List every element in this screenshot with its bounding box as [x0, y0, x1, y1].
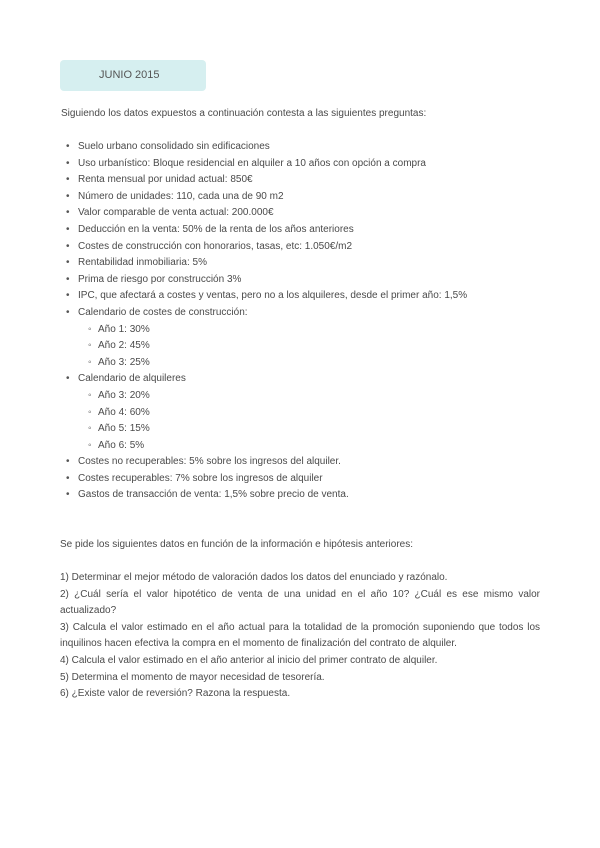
question-item: 2) ¿Cuál sería el valor hipotético de venta de una unidad en el año 10? ¿Cuál es ese mismo valor actualizado?: [60, 588, 540, 617]
sub-list-item: ◦ Año 3: 20%: [62, 388, 562, 405]
sub-list-item: ◦ Año 3: 25%: [62, 355, 562, 372]
list-item: • Prima de riesgo por construcción 3%: [62, 272, 562, 289]
list-item: • Gastos de transacción de venta: 1,5% sobre precio de venta.: [62, 487, 562, 504]
question-list: [60, 570, 540, 703]
list-item: • Rentabilidad inmobiliaria: 5%: [62, 255, 562, 272]
list-item: • Costes de construcción con honorarios, tasas, etc: 1.050€/m2: [62, 239, 562, 256]
list-item: • IPC, que afectará a costes y ventas, pero no a los alquileres, desde el primer año: 1,5%: [62, 288, 562, 305]
question-item: 4) Calcula el valor estimado en el año anterior al inicio del primer contrato de alquiler.: [60, 654, 438, 666]
question-item: 3) Calcula el valor estimado en el año actual para la totalidad de la promoción suponiendo que todos los inquilinos hacen efectiva la compra en el momento de finalización del contrato de alquiler.: [60, 621, 540, 650]
sub-list-item: ◦ Año 6: 5%: [62, 438, 562, 455]
data-list: [62, 139, 562, 504]
sub-list-item: ◦ Año 4: 60%: [62, 405, 562, 422]
questions-intro: Se pide los siguientes datos en función de la información e hipótesis anteriores:: [60, 539, 413, 550]
list-item: • Suelo urbano consolidado sin edificaciones: [62, 139, 562, 156]
sub-list-item: ◦ Año 1: 30%: [62, 322, 562, 339]
list-item: • Deducción en la venta: 50% de la renta de los años anteriores: [62, 222, 562, 239]
list-item: • Valor comparable de venta actual: 200.000€: [62, 205, 562, 222]
list-item: • Renta mensual por unidad actual: 850€: [62, 172, 562, 189]
question-item: 6) ¿Existe valor de reversión? Razona la respuesta.: [60, 688, 291, 700]
question-item: 1) Determinar el mejor método de valoración dados los datos del enunciado y razónalo.: [60, 572, 448, 583]
list-item: • Costes recuperables: 7% sobre los ingresos de alquiler: [62, 471, 562, 488]
list-item: • Costes no recuperables: 5% sobre los ingresos del alquiler.: [62, 454, 562, 471]
date-badge: JUNIO 2015: [60, 60, 206, 91]
list-item: • Calendario de alquileres: [62, 371, 562, 388]
intro-text: Siguiendo los datos expuestos a continuación contesta a las siguientes preguntas:: [61, 108, 427, 119]
list-item: • Calendario de costes de construcción:: [62, 305, 562, 322]
sub-list-item: ◦ Año 2: 45%: [62, 338, 562, 355]
question-item: 5) Determina el momento de mayor necesidad de tesorería.: [60, 671, 325, 683]
sub-list-item: ◦ Año 5: 15%: [62, 421, 562, 438]
list-item: • Uso urbanístico: Bloque residencial en alquiler a 10 años con opción a compra: [62, 156, 562, 173]
list-item: • Número de unidades: 110, cada una de 90 m2: [62, 189, 562, 206]
